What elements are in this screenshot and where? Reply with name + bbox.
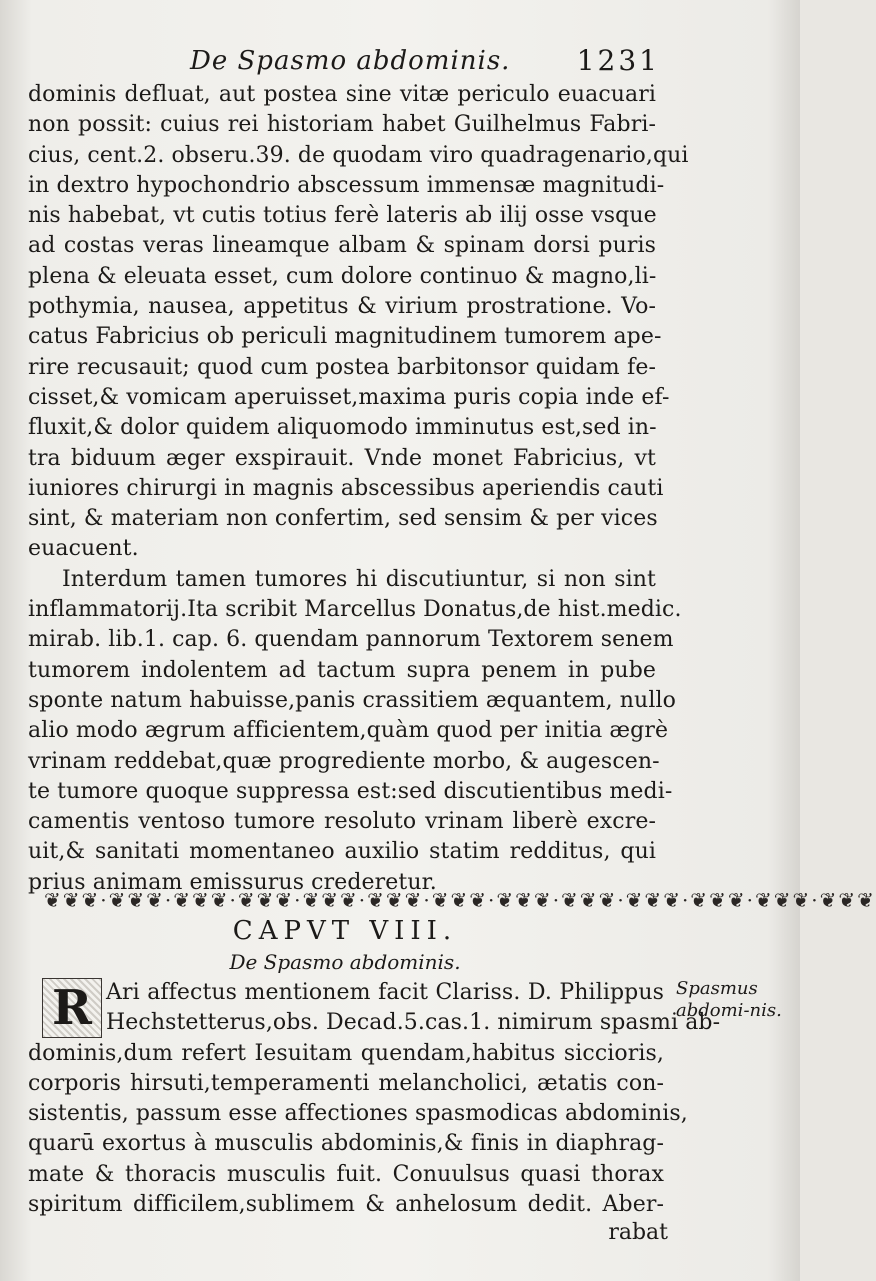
text-line: catus Fabricius ob periculi magnitudinem tumorem ape-: [28, 324, 662, 350]
text-line: vrinam reddebat,quæ progrediente morbo, & augescen-: [28, 748, 660, 774]
text-line: sponte natum habuisse,panis crassitiem æquantem, nullo: [28, 687, 676, 713]
text-line: pothymia, nausea, appetitus & virium prostratione. Vo-: [28, 294, 656, 320]
text-line: te tumore quoque suppressa est:sed discutientibus medi-: [28, 778, 673, 804]
text-line: prius animam emissurus crederetur.: [28, 869, 437, 895]
text-line: fluxit,& dolor quidem aliquomodo imminutus est,sed in-: [28, 415, 657, 441]
text-line: cisset,& vomicam aperuisset,maxima puris copia inde ef-: [28, 384, 670, 410]
text-line: Ari affectus mentionem facit Clariss. D. Philippus: [106, 980, 664, 1005]
ornamental-rule: ❦❦❦·❦❦❦·❦❦❦·❦❦❦·❦❦❦·❦❦❦·❦❦❦·❦❦❦·❦❦❦·❦❦❦·❦❦❦·❦❦❦·❦❦❦: [44, 888, 876, 912]
page-header: [40, 46, 660, 84]
catchword: rabat: [608, 1220, 668, 1245]
text-line: sint, & materiam non confertim, sed sensim & per vices: [28, 506, 658, 532]
text-line: quarū exortus à musculis abdominis,& finis in diaphrag-: [28, 1131, 664, 1157]
text-line: tra biduum æger exspirauit. Vnde monet Fabricius, vt: [28, 445, 656, 471]
text-line: euacuent.: [28, 536, 139, 562]
text-line: ad costas veras lineamque albam & spinam dorsi puris: [28, 233, 656, 259]
text-line: sistentis, passum esse affectiones spasmodicas abdominis,: [28, 1101, 688, 1127]
main-text: [28, 80, 689, 898]
text-line: inflammatorij.Ita scribit Marcellus Donatus,de hist.medic.: [28, 597, 682, 623]
margin-note: Spasmus abdomi-nis.: [676, 978, 782, 1021]
text-line: iuniores chirurgi in magnis abscessibus aperiendis cauti: [28, 475, 664, 501]
text-line: tumorem indolentem ad tactum supra penem in pube: [28, 657, 656, 683]
text-line: dominis defluat, aut postea sine vitæ periculo euacuari: [28, 82, 656, 107]
text-line: mate & thoracis musculis fuit. Conuulsus quasi thorax: [28, 1161, 664, 1187]
text-line: non possit: cuius rei historiam habet Guilhelmus Fabri-: [28, 112, 656, 138]
text-line: cius, cent.2. obseru.39. de quodam viro quadragenario,qui: [28, 142, 689, 168]
chapter-subtitle: De Spasmo abdominis.: [229, 950, 461, 974]
text-line: Hechstetterus,obs. Decad.5.cas.1. nimirum spasmi ab-: [106, 1010, 721, 1036]
page-number: 1231: [576, 44, 660, 77]
chapter-text: [28, 978, 721, 1220]
text-line: uit,& sanitati momentaneo auxilio statim redditus, qui: [28, 839, 656, 865]
text-line: nis habebat, vt cutis totius ferè lateris ab ilij osse vsque: [28, 203, 657, 229]
text-line: Interdum tamen tumores hi discutiuntur, si non sint: [62, 566, 656, 592]
text-line: in dextro hypochondrio abscessum immensæ magnitudi-: [28, 172, 665, 198]
text-line: corporis hirsuti,temperamenti melancholici, ætatis con-: [28, 1070, 664, 1096]
text-line: camentis ventoso tumore resoluto vrinam liberè excre-: [28, 809, 656, 835]
running-head: De Spasmo abdominis.: [190, 46, 511, 76]
chapter-title: CAPVT VIII.: [232, 916, 458, 946]
text-line: plena & eleuata esset, cum dolore continuo & magno,li-: [28, 263, 657, 289]
text-line: alio modo ægrum afficientem,quàm quod per initia ægrè: [28, 718, 669, 744]
text-line: rire recusauit; quod cum postea barbitonsor quidam fe-: [28, 354, 656, 380]
drop-cap: R: [42, 978, 102, 1038]
text-line: dominis,dum refert Iesuitam quendam,habitus siccioris,: [28, 1040, 664, 1066]
text-line: spiritum difficilem,sublimem & anhelosum dedit. Aber-: [28, 1192, 664, 1218]
text-line: mirab. lib.1. cap. 6. quendam pannorum Textorem senem: [28, 627, 674, 653]
